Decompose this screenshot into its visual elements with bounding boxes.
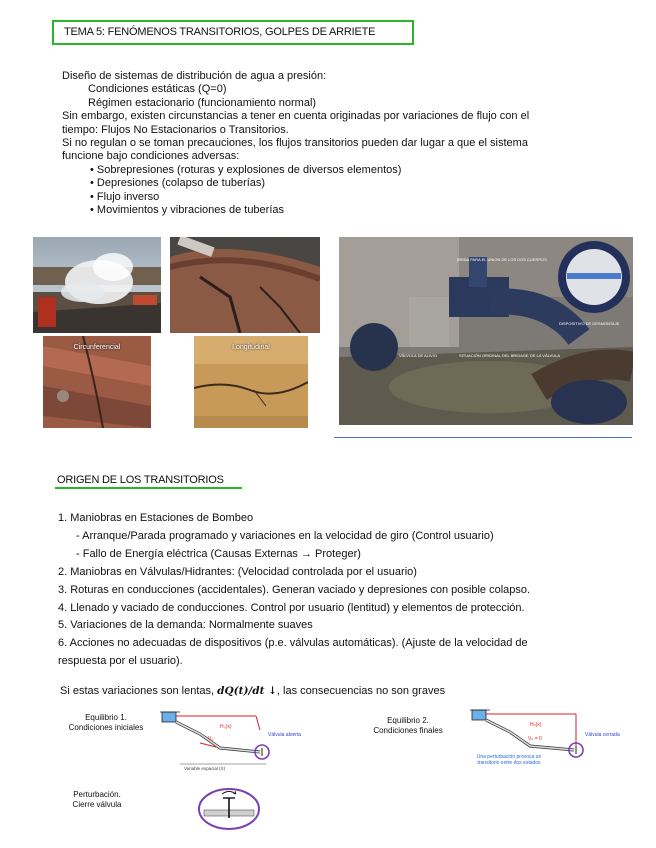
photo-caption: Longitudinal	[232, 344, 270, 351]
intro-text	[62, 70, 582, 217]
head-label: Hₙ(x)	[530, 722, 542, 728]
section-underline	[55, 487, 242, 489]
eq1-diagram	[160, 708, 320, 772]
list-item: 5. Variaciones de la demanda: Normalmente suaves	[58, 619, 313, 632]
eq1-label: Equilibrio 1. Condiciones iniciales	[68, 713, 144, 732]
velocity-label: V₀	[208, 736, 214, 742]
list-item: 4. Llenado y vaciado de conducciones. Control por usuario (lentitud) y elementos de protección.	[58, 601, 525, 614]
origin-list	[58, 510, 618, 671]
intro-line: Si no regulan o se toman precauciones, los flujos transitorios pueden dar lugar a que el sistema	[62, 137, 528, 150]
list-item: - Arranque/Parada programado y variaciones en la velocidad de giro (Control usuario)	[76, 529, 494, 542]
eq2-label: Equilibrio 2. Condiciones finales	[373, 716, 443, 735]
intro-line: Régimen estacionario (funcionamiento normal)	[88, 96, 317, 109]
intro-line: funcione bajo condiciones adversas:	[62, 150, 240, 163]
page-title: TEMA 5: FENÓMENOS TRANSITORIOS, GOLPES DE ARRIETE	[52, 20, 414, 45]
photo-valve-chamber	[339, 237, 633, 425]
perturbation-label: Perturbación. Cierre válvula	[72, 790, 122, 809]
list-item: 2. Maniobras en Válvulas/Hidrantes: (Velocidad controlada por el usuario)	[58, 565, 417, 578]
perturbation-note: Una perturbación provoca un transitorio entre dos estados	[476, 754, 542, 766]
bullet-item: • Movimientos y vibraciones de tuberías	[90, 204, 285, 217]
intro-line: Condiciones estáticas (Q=0)	[88, 83, 227, 96]
photo-label: BRIDA PARA EL UNION DE LOS DOS CUERPOS	[457, 257, 547, 262]
photo-circumferential-crack	[43, 336, 151, 428]
photo-pipe-burst	[33, 237, 161, 333]
valve-closure-icon	[196, 786, 262, 832]
conclusion: Si estas variaciones son lentas, dQ(t)/dt ↓, las consecuencias no son graves	[60, 685, 446, 697]
bullet-item: • Depresiones (colapso de tuberías)	[90, 177, 266, 190]
valve-label: Válvula cerrada	[585, 732, 620, 738]
list-item: 3. Roturas en conducciones (accidentales). Generan vaciado y depresiones con posible colapso.	[58, 583, 531, 596]
photo-cracked-pipe	[170, 237, 320, 333]
valve-label: Válvula abierta	[268, 732, 302, 738]
intro-line: Sin embargo, existen circunstancias a tener en cuenta originadas por variaciones de flujo con el	[62, 110, 530, 123]
divider	[334, 437, 632, 438]
head-label: H₀(x)	[220, 724, 232, 730]
list-item: respuesta por el usuario).	[58, 655, 183, 668]
photo-longitudinal-crack	[194, 336, 308, 428]
list-item: 1. Maniobras en Estaciones de Bombeo	[58, 512, 254, 524]
intro-line: Diseño de sistemas de distribución de agua a presión:	[62, 70, 327, 82]
photo-label: VÁLVULA DE ALIVIO	[399, 353, 437, 358]
list-item: 6. Acciones no adecuadas de dispositivos (p.e. válvulas automáticas). (Ajuste de la velocidad de	[58, 637, 528, 650]
photo-label: DISPOSITIVO DE DESMONTAJE	[559, 321, 620, 326]
eq2-diagram	[470, 706, 630, 782]
bullet-item: • Flujo inverso	[90, 190, 160, 203]
list-item: - Fallo de Energía eléctrica (Causas Externas → Proteger)	[76, 547, 361, 560]
derivative-formula: dQ(t)/dt ↓	[217, 685, 277, 697]
x-axis-label: Variable espacial (X)	[184, 766, 226, 771]
photo-label: SITUACIÓN ORIGINAL DEL BRIDAGE DE LA VÁLVULA	[459, 353, 560, 358]
photo-caption: Circunferencial	[73, 344, 121, 351]
bullet-item: • Sobrepresiones (roturas y explosiones de diversos elementos)	[90, 163, 402, 176]
section-title: ORIGEN DE LOS TRANSITORIOS	[57, 474, 224, 486]
velocity-label: Vₙ = 0	[528, 736, 542, 742]
intro-line: tiempo: Flujos No Estacionarios o Transitorios.	[62, 123, 289, 136]
